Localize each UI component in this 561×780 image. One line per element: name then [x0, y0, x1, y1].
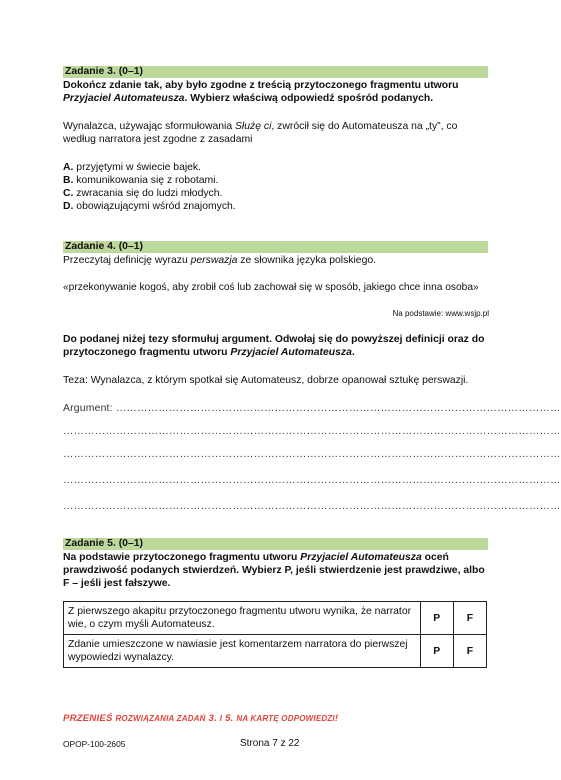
- task3-stem: [63, 120, 493, 146]
- option-p-2[interactable]: P: [420, 635, 453, 668]
- table-row: [64, 602, 487, 635]
- task3-options: [63, 161, 493, 213]
- task5-instruction-line2: prawdziwość podanych stwierdzeń. Wybierz P, jeśli stwierdzenie jest prawdziwe, albo: [63, 565, 485, 576]
- task4-source: Na podstawie: www.wsjp.pl: [392, 309, 489, 318]
- task5-instruction-line1: Na podstawie przytoczonego fragmentu utworu Przyjaciel Automateusza oceń: [63, 552, 449, 563]
- task3-stem-line1: Wynalazca, używając sformułowania Służę ci, zwrócił się do Automateusza na „ty”, co: [63, 121, 458, 132]
- answer-line-2[interactable]: ……………………………………………………………………………………………………………………………: [63, 426, 561, 437]
- task5-instruction: [63, 551, 493, 590]
- option-p-1[interactable]: P: [420, 602, 453, 635]
- statement-cell: Zdanie umieszczone w nawiasie jest komentarzem narratora do pierwszej wypowiedzi wynalazcy.: [64, 635, 421, 668]
- answer-line-5[interactable]: ……………………………………………………………………………………………………………………………: [63, 501, 561, 512]
- true-false-table: [63, 601, 487, 668]
- task3-option-a[interactable]: A. przyjętymi w świecie bajek.: [63, 162, 202, 173]
- task4-definition: «przekonywanie kogoś, aby zrobił coś lub zachował się w sposób, jakiego chce inna osoba»: [63, 282, 479, 293]
- task3-option-d[interactable]: D. obowiązującymi wśród znajomych.: [63, 201, 236, 212]
- task3-instruction: [63, 79, 493, 105]
- answer-line-3[interactable]: ……………………………………………………………………………………………………………………………: [63, 449, 561, 460]
- task4-instruction-line1: Do podanej niżej tezy sformułuj argument. Odwołaj się do powyższej definicji oraz do: [63, 334, 485, 345]
- task5-instruction-line3: F – jeśli jest fałszywe.: [63, 578, 171, 589]
- task3-instruction-line2: Przyjaciel Automateusza. Wybierz właściwą odpowiedź spośród podanych.: [63, 93, 434, 104]
- task3-stem-line2: według narratora jest zgodne z zasadami: [63, 134, 253, 145]
- task3-instruction-line1: Dokończ zdanie tak, aby było zgodne z treścią przytoczonego fragmentu utworu: [63, 80, 459, 91]
- task3-option-b[interactable]: B. komunikowania się z robotami.: [63, 175, 219, 186]
- page-number: Strona 7 z 22: [240, 738, 300, 749]
- task5-header: Zadanie 5. (0–1): [63, 538, 488, 550]
- task4-intro: Przeczytaj definicję wyrazu perswazja ze słownika języka polskiego.: [63, 255, 377, 266]
- table-row: [64, 635, 487, 668]
- exam-code: OPOP-100-2605: [63, 739, 126, 749]
- answer-line-4[interactable]: ……………………………………………………………………………………………………………………………: [63, 475, 561, 486]
- transfer-instruction: PRZENIEŚ ROZWIĄZANIA ZADAŃ 3. I 5. NA KARTĘ ODPOWIEDZI!: [63, 713, 339, 724]
- task4-thesis: Teza: Wynalazca, z którym spotkał się Automateusz, dobrze opanował sztukę perswazji.: [63, 375, 469, 386]
- option-f-2[interactable]: F: [453, 635, 486, 668]
- task4-header: Zadanie 4. (0–1): [63, 241, 488, 253]
- task4-instruction-line2: przytoczonego fragmentu utworu Przyjaciel Automateusza.: [63, 347, 355, 358]
- task4-instruction: [63, 333, 493, 359]
- option-f-1[interactable]: F: [453, 602, 486, 635]
- statement-cell: Z pierwszego akapitu przytoczonego fragmentu utworu wynika, że narrator wie, o czym myśli Automateusz.: [64, 602, 421, 635]
- answer-line-1[interactable]: Argument: ………………………………………………………………………………………………………………: [63, 403, 561, 414]
- task3-option-c[interactable]: C. zwracania się do ludzi młodych.: [63, 188, 223, 199]
- task3-header: Zadanie 3. (0–1): [63, 66, 488, 78]
